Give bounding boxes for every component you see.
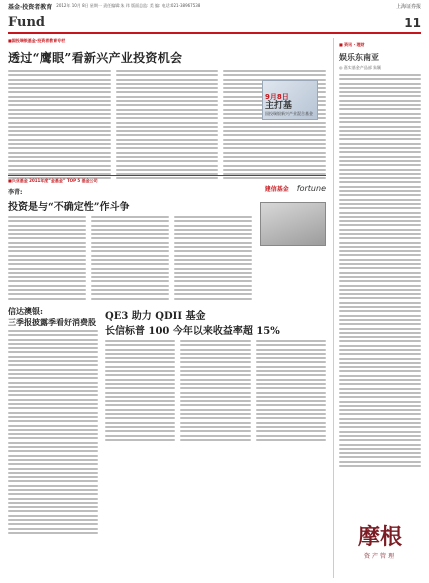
sidebar-tag: ■ 资讯 · 理财 bbox=[339, 42, 365, 47]
newspaper-name: 上海证券报 bbox=[395, 3, 421, 10]
sidebar-body bbox=[339, 74, 421, 467]
masthead bbox=[0, 0, 429, 12]
portrait-photo bbox=[260, 202, 326, 246]
qdii-headline-b: 长信标普 100 今年以来收益率超 15% bbox=[105, 326, 280, 337]
article-tag: ■兴业基金 2011年度“金基金” TOP 5 基金公司 bbox=[8, 178, 98, 183]
sidebar-column bbox=[333, 38, 421, 578]
article-qdii bbox=[105, 304, 326, 444]
article-tag: ■国投瑞银基金·投资者教育专栏 bbox=[8, 38, 66, 43]
article-interview bbox=[8, 175, 326, 300]
xinda-body bbox=[8, 330, 98, 534]
section-name: 基金·投资者教育 bbox=[8, 3, 53, 11]
issue-meta: 2012年 10月 8日 星期一 责任编辑:朱 玮 版面总监: 美 编: 电话:021-38967538 bbox=[56, 3, 201, 8]
qdii-headline-a: QE3 助力 QDII 基金 bbox=[105, 311, 206, 322]
interview-byline: 李青: bbox=[8, 189, 23, 196]
qdii-body bbox=[105, 340, 326, 443]
xinda-headline-b: 三季报披露季看好消费股 bbox=[8, 317, 96, 327]
promo-sub: 国投瑞银新兴产业混合基金 bbox=[265, 111, 313, 116]
interview-body bbox=[8, 216, 252, 302]
section-title: Fund bbox=[8, 15, 45, 30]
brand-sub: 资产管理 bbox=[363, 553, 396, 560]
article-xinda bbox=[8, 304, 98, 574]
section-band bbox=[8, 14, 421, 34]
interview-headline: 投资是与“不确定性”作斗争 bbox=[8, 202, 130, 213]
promo-date: 9月8日 bbox=[265, 93, 289, 101]
brand-mark: 摩根 bbox=[357, 524, 402, 550]
page-number: 11 bbox=[404, 16, 421, 30]
lead-headline: 透过“鹰眼”看新兴产业投资机会 bbox=[8, 51, 183, 65]
xinda-headline-a: 信达澳银: bbox=[8, 306, 43, 316]
sponsor-logos bbox=[265, 184, 326, 193]
promo-big: 主打基 bbox=[265, 101, 293, 111]
sidebar-byline: ◎ 嘉实基金产品部 朱颖 bbox=[339, 65, 382, 70]
fortune-logo: fortune bbox=[296, 184, 326, 193]
promo-image bbox=[262, 80, 318, 120]
jianxin-logo: 建信基金 bbox=[264, 186, 289, 193]
advertiser-brand bbox=[340, 510, 420, 570]
sidebar-title: 娱乐东南亚 bbox=[339, 52, 379, 62]
